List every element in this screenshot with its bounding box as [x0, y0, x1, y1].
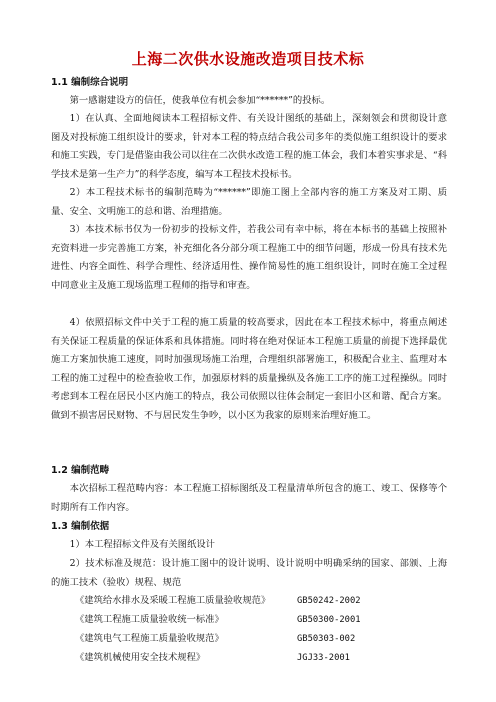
- section-heading-1-1: 1.1 编制综合说明: [51, 77, 129, 88]
- reference-item: [75, 611, 455, 630]
- reference-item: [75, 592, 455, 611]
- paragraph-basis-1: 1）本工程招标文件及有关图纸设计: [69, 539, 215, 550]
- paragraph-basis-2: 2）技术标准及规范：设计施工图中的设计说明、设计说明中明确采纳的国家、部颁、上海的施工技术（验收）规程、规范: [51, 558, 447, 588]
- section-heading-1-2: 1.2 编制范畴: [51, 465, 110, 476]
- reference-code: GB50300-2001: [297, 615, 361, 625]
- paragraph-2: 2）本工程技术标书的编制范畴为“******”即施工图上全部内容的施工方案及对工期、质量、安全、文明施工的总和谐、治理措施。: [51, 187, 447, 217]
- reference-name: 《建筑给水排水及采暖工程施工质量验收规范》: [75, 595, 271, 606]
- reference-code: GB50303-002: [297, 634, 356, 644]
- reference-code: JGJ33-2001: [297, 653, 350, 663]
- paragraph-intro: 第一感谢建设方的信任，使我单位有机会参加“******”的投标。: [69, 95, 331, 106]
- reference-name: 《建筑电气工程施工质量验收规范》: [75, 633, 224, 644]
- paragraph-4: 4）依照招标文件中关于工程的施工质量的较高要求，因此在本工程技术标中，将重点阐述有关保证工程质量的保证体系和具体措施。同时将在绝对保证本工程施工质量的前提下选择最优施工方案加快施工速度，同时加强现场施工治理，合理组织部署施工，积极配合业主、监理对本工程的施工过程中的检查验收工作，加强原材料的质量操纵及各施工工序的施工过程操纵。同时考虑到本工程在居民小区内施工的特点，我公司依照以往体会制定一套旧小区和谐、配合方案。做到不损害居民财物、不与居民发生争吵，以小区为我家的原则来治理好施工。: [51, 317, 447, 421]
- section-heading-1-3: 1.3 编制依据: [51, 521, 110, 532]
- paragraph-1: 1）在认真、全面地阅读本工程招标文件、有关设计图纸的基础上，深刻领会和贯彻设计意图及对投标施工组织设计的要求，针对本工程的特点结合我公司多年的类似施工组织设计的要求和施工实践，专门是借鉴由我公司以往在二次供水改造工程的施工体会，我们本着实事求是、“科学技术是第一生产力”的科学态度，编写本工程技术投标书。: [51, 113, 447, 180]
- paragraph-scope: 本次招标工程范畴内容：本工程施工招标图纸及工程量清单所包含的施工、竣工、保修等个时期所有工作内容。: [51, 483, 447, 513]
- reference-item: [75, 630, 455, 649]
- document-title: 上海二次供水设施改造项目技术标: [131, 50, 365, 68]
- paragraph-3: 3）本技术标书仅为一份初步的投标文件，若我公司有幸中标，将在本标书的基础上按照补充资料进一步完善施工方案，补充细化各分部分项工程施工中的细节问题，形成一份具有技术先进性、内容全面性、科学合理性、经济适用性、操作简易性的施工组织设计，同时在施工全过程中同意业主及施工现场监理工程师的指导和审查。: [51, 224, 447, 291]
- reference-item: [75, 649, 455, 668]
- reference-name: 《建筑工程施工质量验收统一标准》: [75, 614, 224, 625]
- reference-code: GB50242-2002: [297, 596, 361, 606]
- reference-name: 《建筑机械使用安全技术规程》: [75, 652, 206, 663]
